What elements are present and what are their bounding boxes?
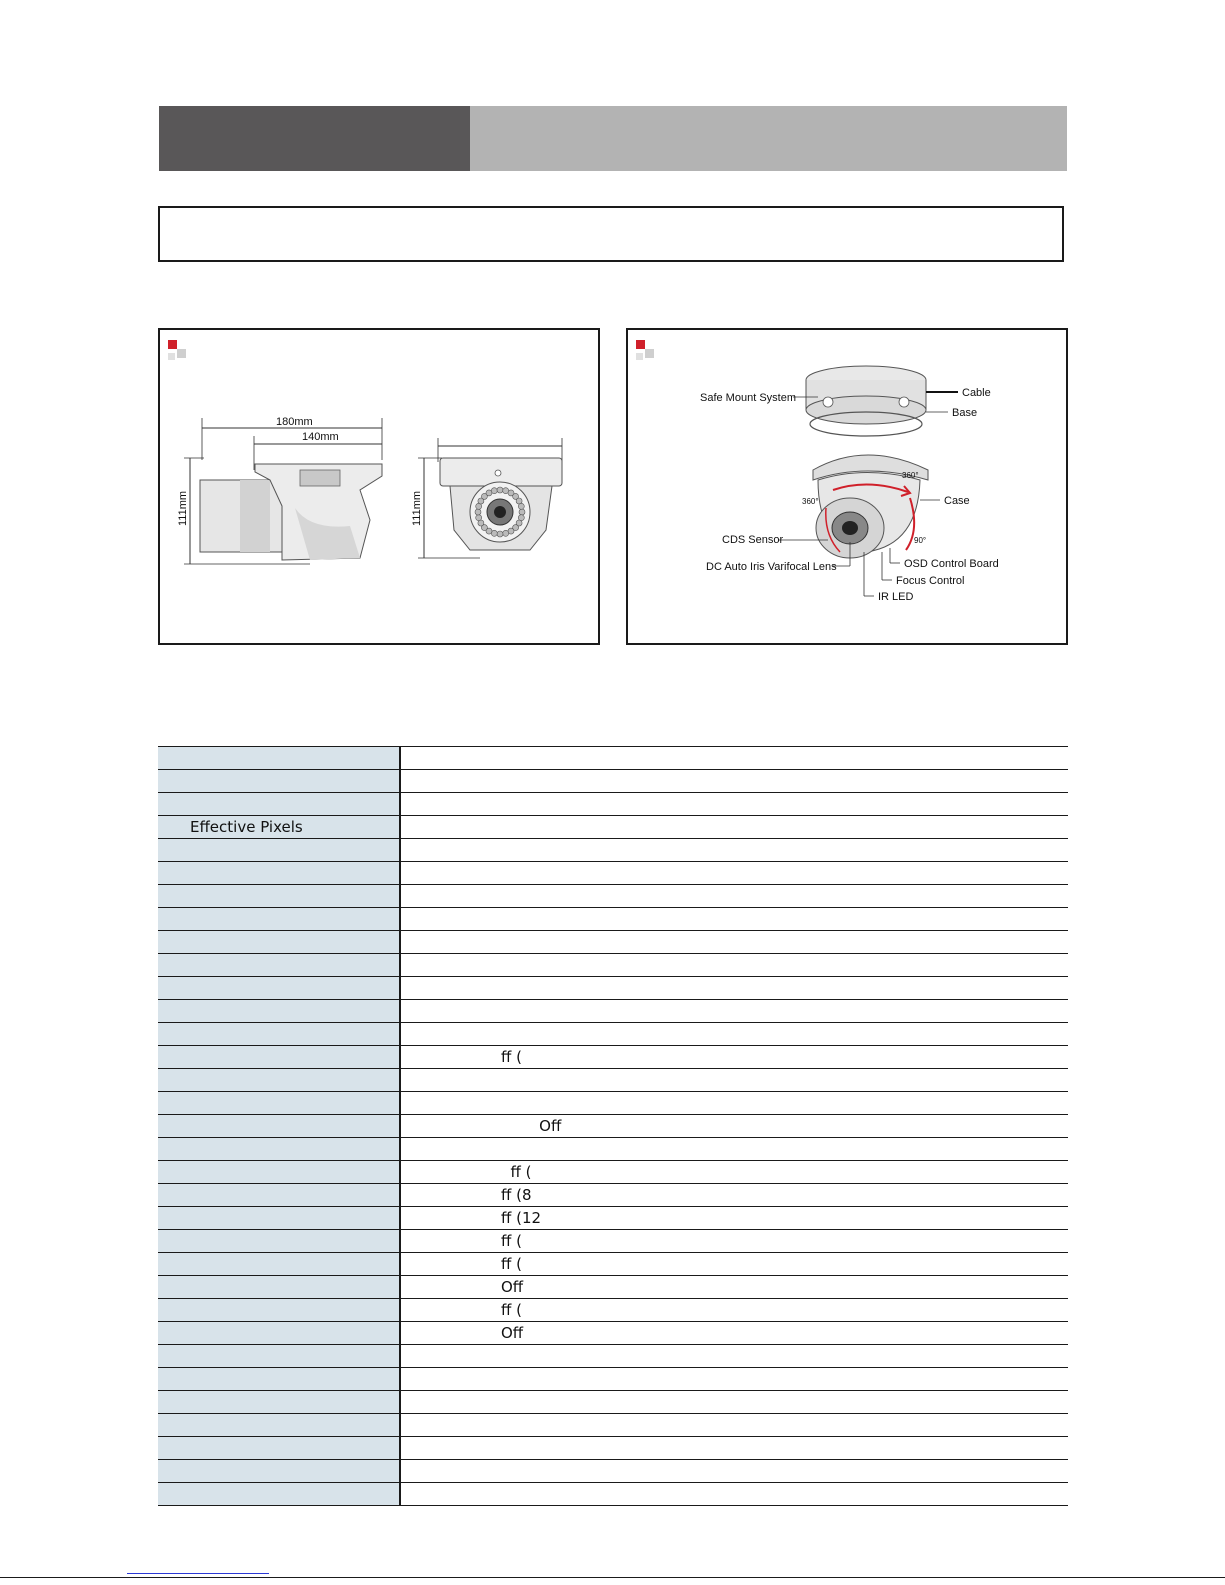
footer-link-underline[interactable]	[127, 1573, 269, 1574]
table-row	[158, 908, 1068, 931]
spec-label	[158, 1414, 400, 1437]
table-row	[158, 770, 1068, 793]
case-label: Case	[944, 495, 970, 507]
table-row	[158, 1230, 1068, 1253]
spec-label	[158, 931, 400, 954]
spec-label	[158, 1299, 400, 1322]
table-row	[158, 1000, 1068, 1023]
parts-panel	[626, 328, 1068, 645]
inner-width-dimension-label: 140mm	[302, 431, 339, 443]
ir-led-dot	[497, 531, 503, 537]
ir-led-dot	[497, 487, 503, 493]
ir-led-dot	[475, 509, 481, 515]
cds-sensor-label: CDS Sensor	[722, 534, 784, 546]
spec-label	[158, 1230, 400, 1253]
table-row	[158, 1207, 1068, 1230]
spec-value: ff (12	[400, 1207, 1068, 1230]
spec-label	[158, 1391, 400, 1414]
spec-value	[400, 1414, 1068, 1437]
table-row	[158, 954, 1068, 977]
spec-value: ff (	[400, 1046, 1068, 1069]
footer-rule	[0, 1577, 1225, 1578]
width-dimension-label: 180mm	[276, 416, 313, 428]
spec-value	[400, 1368, 1068, 1391]
table-row	[158, 816, 1068, 839]
table-row	[158, 839, 1068, 862]
spec-label	[158, 747, 400, 770]
spec-label	[158, 1460, 400, 1483]
spec-label	[158, 1483, 400, 1506]
ir-led-label: IR LED	[878, 591, 914, 603]
table-row	[158, 931, 1068, 954]
spec-value: ff (	[400, 1253, 1068, 1276]
spec-label	[158, 1207, 400, 1230]
dimension-drawing	[160, 330, 600, 645]
angle-90-label: 90°	[914, 536, 927, 545]
table-row	[158, 1115, 1068, 1138]
spec-value	[400, 1000, 1068, 1023]
spec-label	[158, 1368, 400, 1391]
table-row	[158, 977, 1068, 1000]
spec-label	[158, 1046, 400, 1069]
spec-value	[400, 1023, 1068, 1046]
spec-value: ff (	[400, 1161, 1068, 1184]
cable-label: Cable	[962, 387, 991, 399]
spec-value: Off	[400, 1276, 1068, 1299]
spec-label	[158, 885, 400, 908]
spec-value: ff (	[400, 1299, 1068, 1322]
spec-label	[158, 977, 400, 1000]
table-row	[158, 1368, 1068, 1391]
spec-value	[400, 885, 1068, 908]
spec-value	[400, 862, 1068, 885]
table-row	[158, 1322, 1068, 1345]
spec-value	[400, 977, 1068, 1000]
spec-label	[158, 862, 400, 885]
spec-label	[158, 839, 400, 862]
table-row	[158, 747, 1068, 770]
spec-value	[400, 816, 1068, 839]
osd-board-label: OSD Control Board	[904, 558, 999, 570]
table-row	[158, 1299, 1068, 1322]
table-row	[158, 1161, 1068, 1184]
spec-value	[400, 1345, 1068, 1368]
specification-table	[158, 746, 1068, 1506]
spec-label	[158, 1000, 400, 1023]
spec-value	[400, 839, 1068, 862]
spec-value	[400, 931, 1068, 954]
table-row	[158, 1437, 1068, 1460]
table-row	[158, 1138, 1068, 1161]
spec-value	[400, 954, 1068, 977]
spec-label	[158, 1115, 400, 1138]
safe-mount-label: Safe Mount System	[700, 392, 796, 404]
spec-label	[158, 908, 400, 931]
spec-value: ff (	[400, 1230, 1068, 1253]
spec-value	[400, 1138, 1068, 1161]
spec-value	[400, 908, 1068, 931]
angle-360-top-label: 360°	[902, 471, 919, 480]
spec-value: Off	[400, 1322, 1068, 1345]
spec-value	[400, 1391, 1068, 1414]
base-label: Base	[952, 407, 978, 419]
ir-led-dot	[519, 509, 525, 515]
spec-label	[158, 1092, 400, 1115]
spec-label	[158, 770, 400, 793]
spec-label	[158, 1322, 400, 1345]
spec-label: Effective Pixels	[158, 816, 400, 839]
table-row	[158, 1276, 1068, 1299]
table-row	[158, 1253, 1068, 1276]
spec-label	[158, 1023, 400, 1046]
table-row	[158, 1046, 1068, 1069]
ir-led-dot	[491, 488, 497, 494]
spec-label	[158, 1253, 400, 1276]
spec-value	[400, 1437, 1068, 1460]
spec-label	[158, 1276, 400, 1299]
table-row	[158, 1069, 1068, 1092]
header-dark-block	[159, 106, 470, 171]
front-height-label: 111mm	[411, 490, 423, 526]
table-row	[158, 1414, 1068, 1437]
spec-label	[158, 1161, 400, 1184]
spec-label	[158, 1138, 400, 1161]
lens-label: DC Auto Iris Varifocal Lens	[706, 561, 837, 573]
spec-label	[158, 1069, 400, 1092]
spec-value	[400, 793, 1068, 816]
spec-label	[158, 1184, 400, 1207]
spec-value	[400, 1460, 1068, 1483]
focus-control-label: Focus Control	[896, 575, 965, 587]
spec-value	[400, 1069, 1068, 1092]
table-row	[158, 1483, 1068, 1506]
spec-label	[158, 1437, 400, 1460]
ir-led-dot	[503, 530, 509, 536]
spec-label	[158, 954, 400, 977]
spec-label	[158, 1345, 400, 1368]
parts-drawing	[628, 330, 1068, 645]
spec-value: ff (8	[400, 1184, 1068, 1207]
model-title-box	[158, 206, 1064, 262]
table-row	[158, 793, 1068, 816]
table-row	[158, 1391, 1068, 1414]
ir-led-dot	[476, 515, 482, 521]
table-row	[158, 1092, 1068, 1115]
spec-value: Off	[400, 1115, 1068, 1138]
table-row	[158, 1184, 1068, 1207]
spec-value	[400, 747, 1068, 770]
spec-value	[400, 770, 1068, 793]
dimensions-panel	[158, 328, 600, 645]
table-row	[158, 885, 1068, 908]
spec-label	[158, 793, 400, 816]
table-row	[158, 1460, 1068, 1483]
spec-value	[400, 1092, 1068, 1115]
table-row	[158, 1345, 1068, 1368]
ir-led-dot	[518, 503, 524, 509]
side-height-label: 111mm	[177, 490, 189, 526]
header-light-block	[470, 106, 1067, 171]
section-header-bar	[159, 106, 1067, 171]
table-row	[158, 862, 1068, 885]
table-row	[158, 1023, 1068, 1046]
angle-360-label: 360°	[802, 497, 819, 506]
spec-value	[400, 1483, 1068, 1506]
